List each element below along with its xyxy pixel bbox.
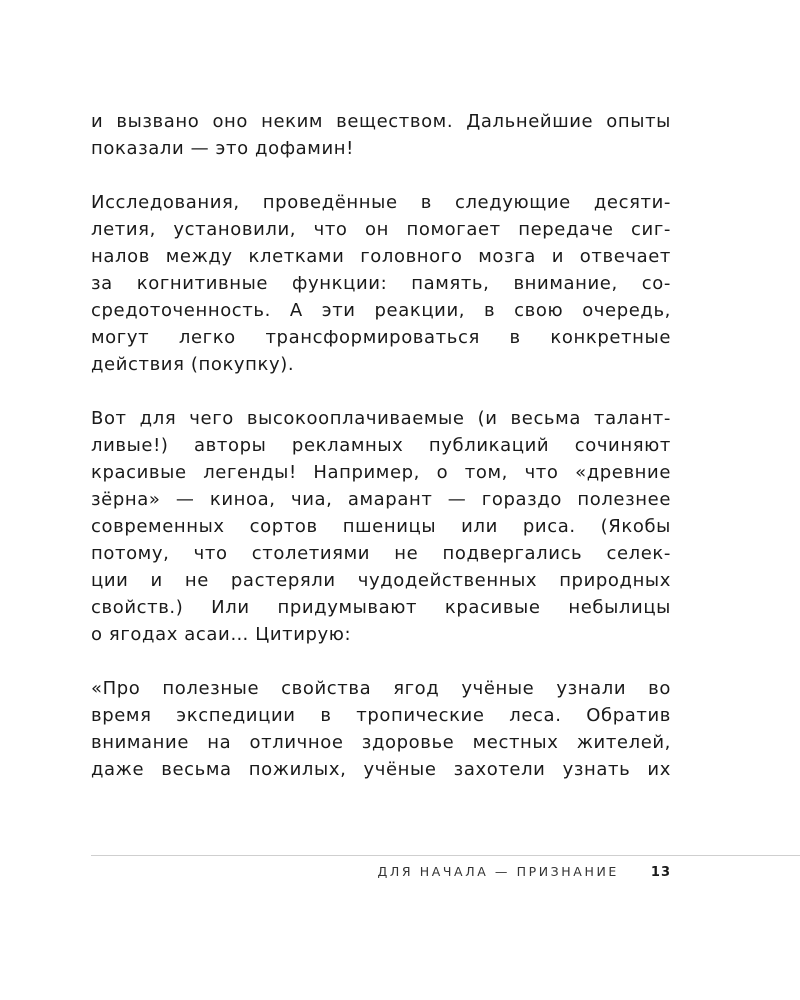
paragraph-4 <box>91 675 671 783</box>
text-line: и вызвано оно неким веществом. Дальнейшие опыты <box>91 111 671 132</box>
paragraph-2 <box>91 189 671 378</box>
text-line: свойств.) Или придумывают красивые небылицы <box>91 597 671 618</box>
text-line: Вот для чего высокооплачиваемые (и весьма талант- <box>91 408 671 429</box>
text-line: могут легко трансформироваться в конкретные <box>91 327 671 348</box>
text-line: время экспедиции в тропические леса. Обратив <box>91 705 671 726</box>
page-body <box>91 108 671 810</box>
text-line: «Про полезные свойства ягод учёные узнали во <box>91 678 671 699</box>
paragraph-3 <box>91 405 671 648</box>
text-line: за когнитивные функции: память, внимание, со- <box>91 273 671 294</box>
text-line: Исследования, проведённые в следующие десяти- <box>91 192 671 213</box>
text-line: потому, что столетиями не подвергались селек- <box>91 543 671 564</box>
text-line: ливые!) авторы рекламных публикаций сочиняют <box>91 435 671 456</box>
text-line: летия, установили, что он помогает передаче сиг- <box>91 219 671 240</box>
text-line: современных сортов пшеницы или риса. (Якобы <box>91 516 671 537</box>
text-line: о ягодах асаи… Цитирую: <box>91 624 352 645</box>
text-line: ции и не растеряли чудодейственных природных <box>91 570 671 591</box>
text-line: действия (покупку). <box>91 354 295 375</box>
footer-divider <box>91 855 800 856</box>
page-footer <box>378 864 672 880</box>
text-line: даже весьма пожилых, учёные захотели узнать их <box>91 759 671 780</box>
text-line: показали — это дофамин! <box>91 138 354 159</box>
paragraph-1 <box>91 108 671 162</box>
text-line: красивые легенды! Например, о том, что «древние <box>91 462 671 483</box>
text-line: налов между клетками головного мозга и отвечает <box>91 246 671 267</box>
text-line: внимание на отличное здоровье местных жителей, <box>91 732 671 753</box>
page-number: 13 <box>650 865 671 880</box>
text-line: средоточенность. А эти реакции, в свою очередь, <box>91 300 671 321</box>
running-head: ДЛЯ НАЧАЛА — ПРИЗНАНИЕ <box>377 864 619 879</box>
text-line: зёрна» — киноа, чиа, амарант — гораздо полезнее <box>91 489 671 510</box>
